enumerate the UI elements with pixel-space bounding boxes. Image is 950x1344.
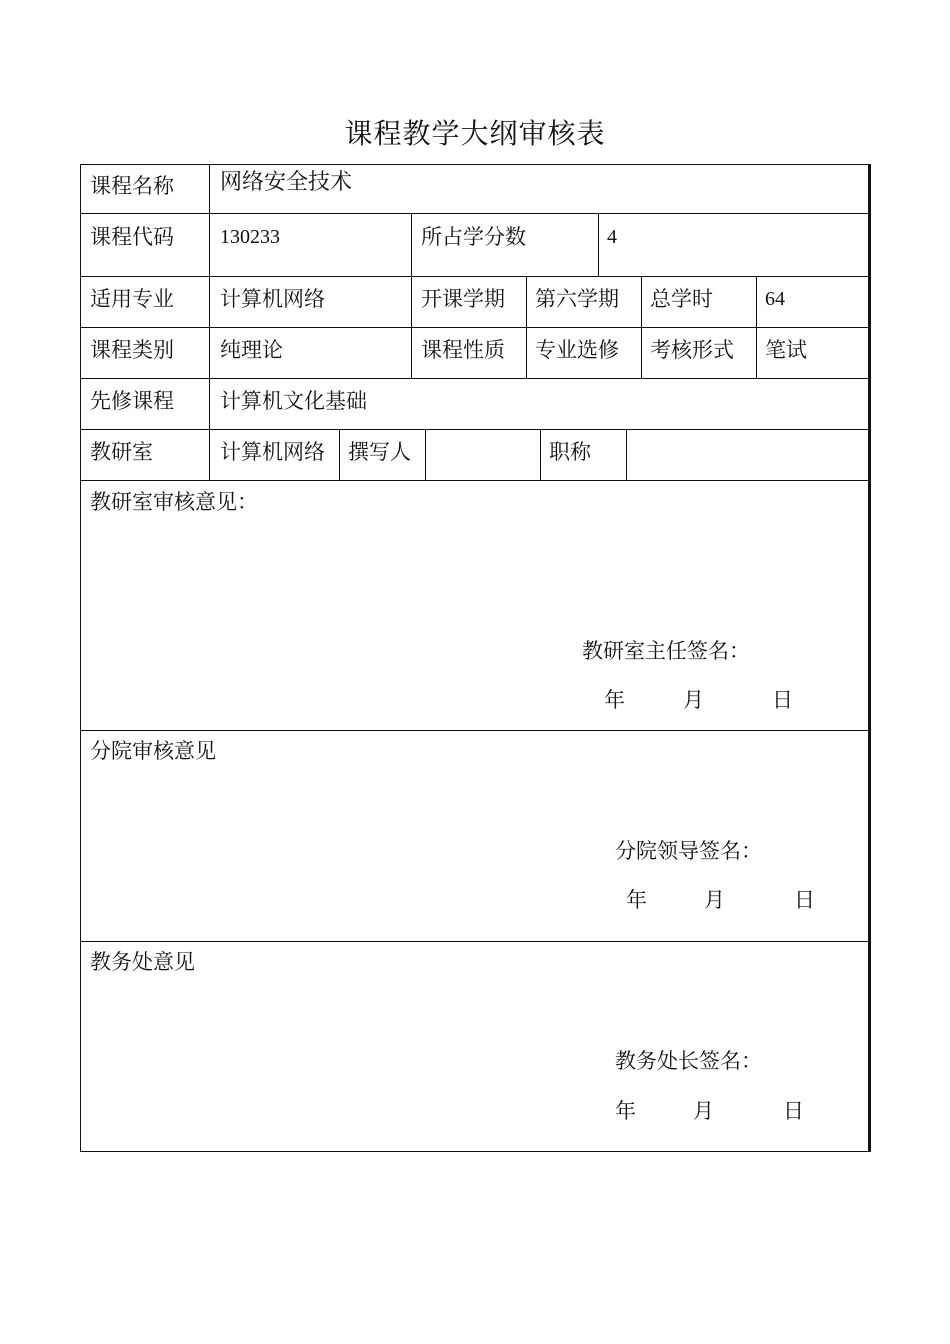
col-divider <box>411 213 412 378</box>
row-divider <box>80 429 871 430</box>
branch-year-label: 年 <box>626 888 647 912</box>
academic-year-label: 年 <box>615 1099 636 1123</box>
course-name-value: 网络安全技术 <box>220 170 353 195</box>
nature-label: 课程性质 <box>421 338 505 362</box>
prerequisite-value: 计算机文化基础 <box>220 389 367 413</box>
academic-director-signature-label: 教务处长签名： <box>615 1049 762 1073</box>
row-divider <box>80 480 871 481</box>
row-divider <box>80 941 871 942</box>
academic-affairs-heading: 教务处意见 <box>90 950 195 974</box>
dept-month-label: 月 <box>683 688 704 712</box>
course-code-label: 课程代码 <box>90 225 174 249</box>
col-divider <box>209 164 210 480</box>
col-divider <box>641 276 642 378</box>
branch-month-label: 月 <box>704 888 725 912</box>
exam-form-label: 考核形式 <box>650 338 734 362</box>
col-divider <box>339 429 340 480</box>
col-divider <box>626 429 627 480</box>
total-hours-label: 总学时 <box>650 287 713 311</box>
semester-value: 第六学期 <box>535 287 619 311</box>
teaching-office-label: 教研室 <box>90 440 153 464</box>
col-divider <box>425 429 426 480</box>
branch-leader-signature-label: 分院领导签名： <box>615 839 762 863</box>
job-title-label: 职称 <box>549 440 591 464</box>
course-name-label: 课程名称 <box>90 174 174 198</box>
dept-year-label: 年 <box>604 688 625 712</box>
col-divider <box>756 276 757 378</box>
prerequisite-label: 先修课程 <box>90 389 174 413</box>
dept-day-label: 日 <box>772 688 793 712</box>
col-divider <box>540 429 541 480</box>
exam-form-value: 笔试 <box>765 338 807 362</box>
review-form-table <box>80 164 871 1152</box>
major-label: 适用专业 <box>90 287 174 311</box>
row-divider <box>80 730 871 731</box>
page-title: 课程教学大纲审核表 <box>344 117 606 150</box>
branch-day-label: 日 <box>794 888 815 912</box>
row-divider <box>80 276 871 277</box>
academic-day-label: 日 <box>783 1099 804 1123</box>
writer-label: 撰写人 <box>348 440 411 464</box>
dept-director-signature-label: 教研室主任签名： <box>582 639 750 663</box>
teaching-office-value: 计算机网络 <box>220 440 325 464</box>
credits-value: 4 <box>607 226 617 248</box>
credits-label: 所占学分数 <box>421 225 526 249</box>
academic-month-label: 月 <box>693 1099 714 1123</box>
nature-value: 专业选修 <box>535 338 619 362</box>
category-value: 纯理论 <box>220 338 283 362</box>
major-value: 计算机网络 <box>220 287 325 311</box>
col-divider <box>598 213 599 276</box>
category-label: 课程类别 <box>90 338 174 362</box>
semester-label: 开课学期 <box>421 287 505 311</box>
row-divider <box>80 378 871 379</box>
dept-review-heading: 教研室审核意见： <box>90 490 258 514</box>
row-divider <box>80 213 871 214</box>
row-divider <box>80 327 871 328</box>
branch-review-heading: 分院审核意见 <box>90 739 216 763</box>
course-code-value: 130233 <box>220 226 280 248</box>
total-hours-value: 64 <box>765 288 785 310</box>
col-divider <box>526 276 527 378</box>
